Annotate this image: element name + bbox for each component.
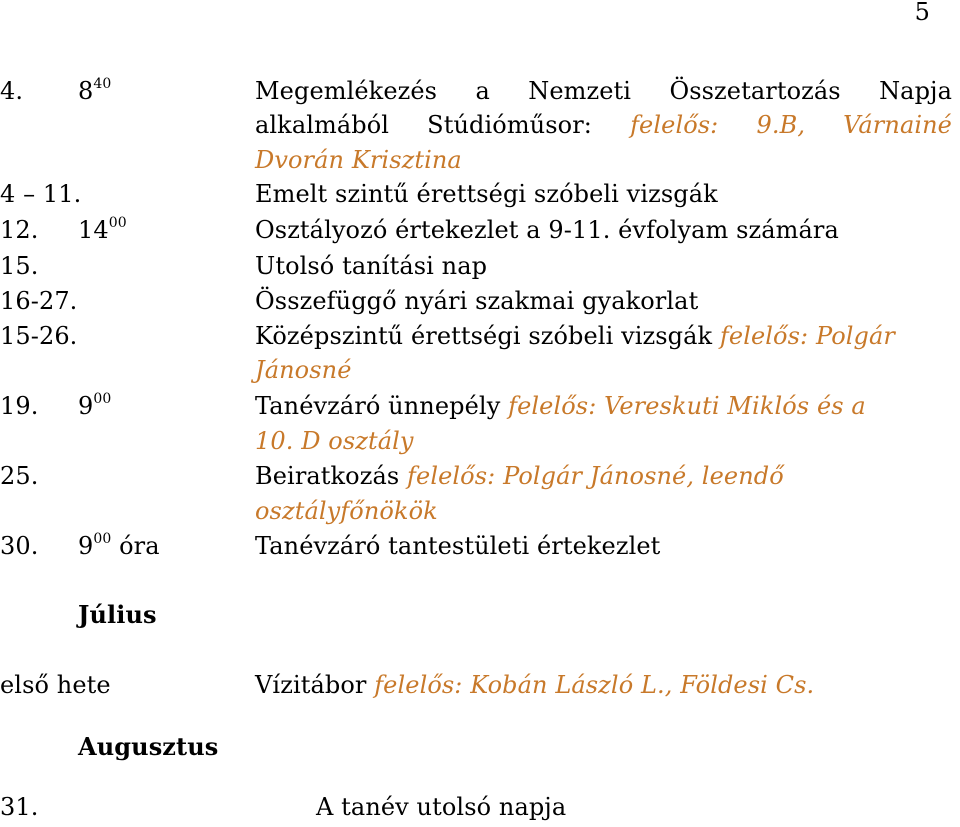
row-responsible-continuation: osztályfőnökök [255, 497, 438, 525]
row-day: 15. [0, 252, 39, 280]
row-event: Osztályozó értekezlet a 9-11. évfolyam számára [255, 216, 839, 244]
row-event: Tanévzáró ünnepély felelős: Vereskuti Miklós és a [255, 392, 866, 420]
row-responsible-continuation: Dvorán Krisztina [255, 146, 462, 174]
row-event: Emelt szintű érettségi szóbeli vizsgák [255, 180, 718, 208]
row-responsible: felelős: Polgár Jánosné, leendő [407, 462, 784, 490]
row-responsible-continuation: Jánosné [255, 356, 352, 384]
row-event: Tanévzáró tantestületi értekezlet [255, 532, 661, 560]
row-event: Megemlékezés a Nemzeti Összetartozás Napja [255, 77, 952, 105]
month-heading: Július [78, 600, 157, 629]
row-day: 31. [0, 793, 39, 821]
row-time: $9^{00}$ [78, 391, 112, 420]
row-day: 12. [0, 216, 39, 244]
row-responsible: felelős: Polgár [719, 322, 895, 350]
row-day: 19. [0, 392, 39, 420]
month-heading: Augusztus [78, 732, 219, 761]
row-responsible-continuation: 10. D osztály [255, 427, 414, 455]
row-time: $9^{00}$ óra [78, 531, 160, 560]
row-day: 15-26. [0, 322, 78, 350]
row-responsible: felelős: 9.B, Várnainé [630, 111, 952, 139]
row-day: 4 – 11. [0, 180, 82, 208]
row-event: Középszintű érettségi szóbeli vizsgák felelős: Polgár [255, 322, 895, 350]
row-day: 4. [0, 77, 24, 105]
row-day: 16-27. [0, 287, 78, 315]
row-event: A tanév utolsó napja [316, 793, 567, 821]
row-event: Utolsó tanítási nap [255, 252, 488, 280]
row-event-continuation: alkalmából Stúdióműsor: felelős: 9.B, Várnainé [255, 111, 952, 139]
row-responsible: felelős: Kobán László L., Földesi Cs. [374, 671, 815, 699]
row-day: első hete [0, 671, 111, 699]
row-time: $14^{00}$ [78, 215, 127, 244]
row-event: Összefüggő nyári szakmai gyakorlat [255, 287, 699, 315]
row-responsible: felelős: Vereskuti Miklós és a [508, 392, 866, 420]
row-day: 30. [0, 532, 39, 560]
row-event: Beiratkozás felelős: Polgár Jánosné, leendő [255, 462, 784, 490]
page-number: 5 [914, 0, 930, 26]
row-day: 25. [0, 462, 39, 490]
row-event: Vízitábor felelős: Kobán László L., Földesi Cs. [255, 671, 815, 699]
row-time: $8^{40}$ [78, 76, 112, 105]
